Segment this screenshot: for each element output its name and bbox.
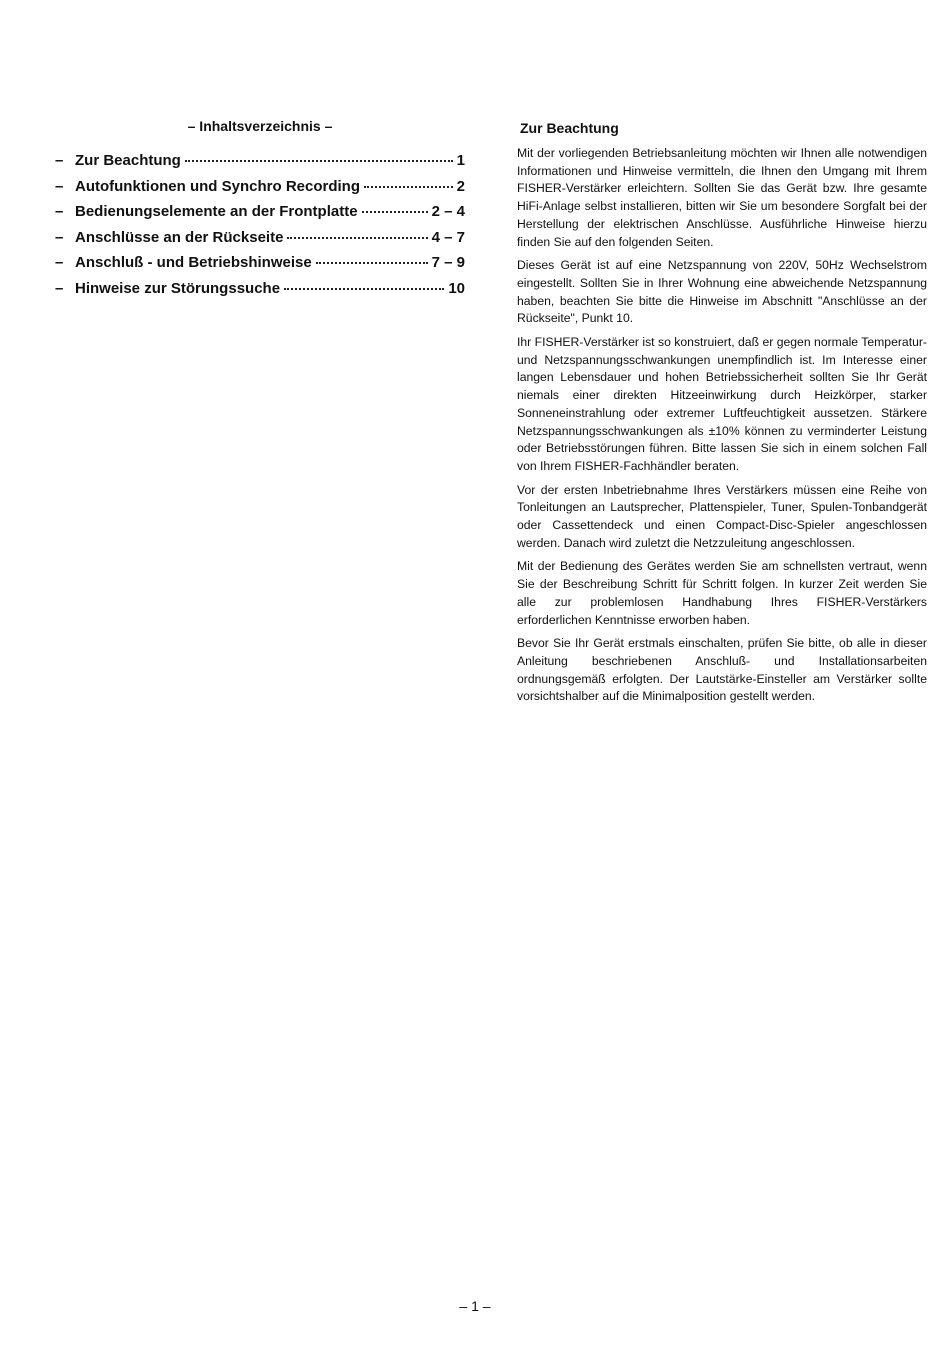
toc-title: – Inhaltsverzeichnis –: [187, 118, 333, 134]
body-paragraph: Ihr FISHER-Verstärker ist so konstruiert, daß er gegen normale Temperatur- und Netzspannungsschwankungen unempfindlich ist. Im Interesse einer langen Lebensdauer und hohen Betriebssicherheit sollten Sie Ihr Gerät niemals einer direkten Hitzeeinwirkung durch Heizkörper, starker Sonneneinstrahlung oder extremer Luftfeuchtigkeit aussetzen. Stärkere Netzspannungsschwankungen als ±10% können zu verminderter Leistung oder Betriebsstörungen führen. Bitte lassen Sie sich in einem solchen Fall von Ihrem FISHER-Fachhändler beraten.: [517, 335, 927, 473]
body-paragraph: Mit der vorliegenden Betriebsanleitung möchten wir Ihnen alle notwendigen Informationen und Hinweise vermitteln, die Ihnen den Umgang mit Ihrem FISHER-Verstärker erleichtern. Sollten Sie das Gerät bzw. Ihre gesamte HiFi-Anlage selbst installieren, bitten wir Sie um besondere Sorgfalt bei der Herstellung der elektrischen Anschlüsse. Ausführliche Hinweise hierzu finden Sie auf den folgenden Seiten.: [517, 146, 927, 249]
toc-entry-label: Zur Beachtung: [75, 152, 181, 169]
toc-dash: –: [55, 254, 64, 272]
toc-entry: [55, 152, 465, 178]
toc-dash: –: [55, 228, 64, 246]
toc-dash: –: [55, 203, 64, 221]
notes-section: [517, 120, 927, 712]
toc-entry-label: Autofunktionen und Synchro Recording: [75, 177, 360, 195]
toc-entry-page: 4 – 7: [431, 228, 465, 246]
toc-entry: [55, 178, 465, 204]
body-paragraph: Dieses Gerät ist auf eine Netzspannung von 220V, 50Hz Wechselstrom eingestellt. Sollten Sie in Ihrer Wohnung eine abweichende Netzspannung haben, beachten Sie bitte die Hinweise im Abschnitt "Anschlüsse an der Rückseite", Punkt 10.: [517, 258, 927, 326]
toc-entry: [55, 229, 465, 255]
toc-dot-leader: [287, 237, 427, 239]
toc-dot-leader: [362, 211, 428, 213]
body-paragraph: Vor der ersten Inbetriebnahme Ihres Verstärkers müssen eine Reihe von Tonleitungen an Lautsprecher, Plattenspieler, Tuner, Spulen-Tonbandgerät oder Cassettendeck und einen Compact-Disc-Spieler angeschlossen werden. Danach wird zuletzt die Netzzuleitung angeschlossen.: [517, 482, 927, 550]
toc-entry-page: 2: [456, 177, 465, 195]
toc-entry-page: 10: [448, 279, 465, 297]
page-number: – 1 –: [459, 1298, 491, 1314]
toc-entry-label: Anschlüsse an der Rückseite: [75, 228, 284, 246]
body-paragraph: Bevor Sie Ihr Gerät erstmals einschalten, prüfen Sie bitte, ob alle in dieser Anleitung beschriebenen Anschluß- und Installationsarbeiten ordnungsgemäß erfolgten. Der Lautstärke-Einsteller am Verstärker sollte vorsichtshalber auf die Minimalposition gestellt werden.: [517, 636, 927, 704]
toc-entry-page: 1: [456, 152, 465, 169]
section-heading: Zur Beachtung: [520, 120, 619, 136]
toc-entry: [55, 203, 465, 229]
body-paragraph: Mit der Bedienung des Gerätes werden Sie am schnellsten vertraut, wenn Sie der Beschreibung Schritt für Schritt folgen. In kurzer Zeit werden Sie alle zur problemlosen Handhabung Ihres FISHER-Verstärkers erforderlichen Kenntnisse erworben haben.: [517, 559, 927, 627]
toc-entry-page: 7 – 9: [431, 254, 465, 272]
toc-dash: –: [55, 279, 64, 297]
toc-dot-leader: [284, 288, 444, 290]
table-of-contents: [55, 152, 465, 306]
toc-entry-label: Bedienungselemente an der Frontplatte: [75, 203, 358, 221]
toc-entry-label: Anschluß - und Betriebshinweise: [75, 254, 312, 272]
toc-entry: [55, 280, 465, 306]
toc-entry: [55, 254, 465, 280]
toc-dot-leader: [185, 160, 453, 162]
toc-dash: –: [55, 177, 64, 195]
toc-entry-label: Hinweise zur Störungssuche: [75, 279, 281, 297]
toc-dash: –: [55, 152, 64, 169]
toc-dot-leader: [364, 186, 453, 188]
toc-dot-leader: [316, 262, 428, 264]
toc-entry-page: 2 – 4: [431, 203, 465, 221]
